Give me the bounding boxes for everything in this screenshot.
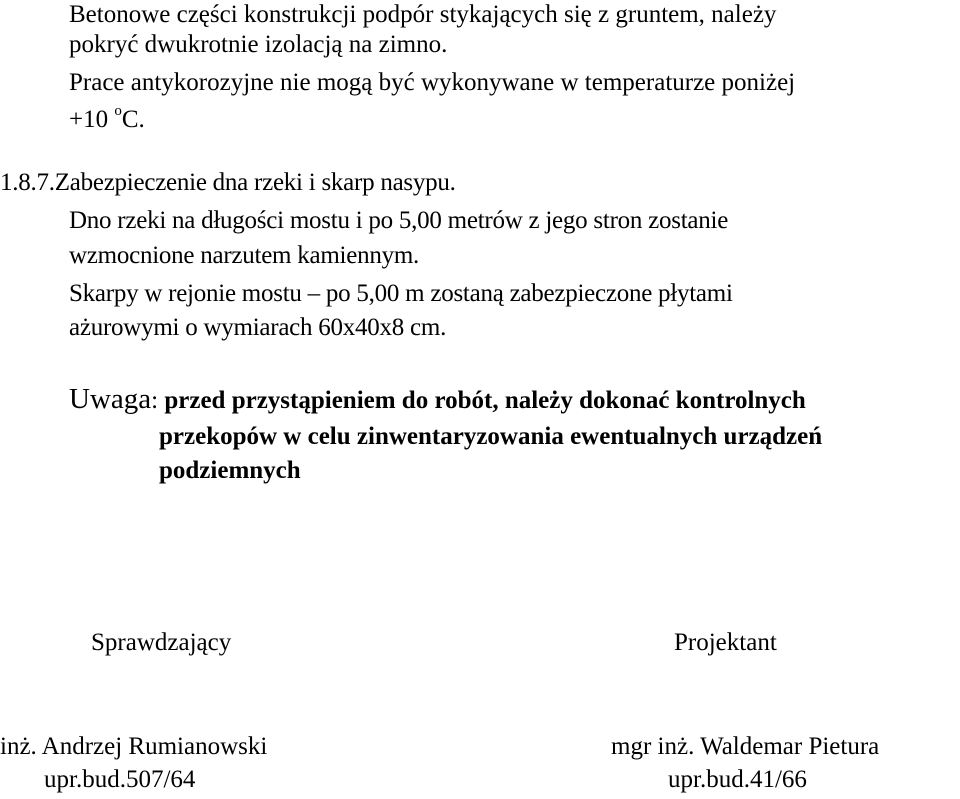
checker-role: Sprawdzający: [91, 629, 232, 656]
section-heading: [0, 167, 456, 199]
checker-name: inż. Andrzej Rumianowski: [0, 733, 268, 760]
para1-line2: pokryć dwukrotnie izolacją na zimno.: [69, 31, 448, 58]
temp-value: +10: [69, 106, 115, 133]
degree-symbol: o: [114, 102, 122, 119]
para2-line1: Prace antykorozyjne nie mogą być wykonywane w temperaturze poniżej: [69, 69, 796, 96]
note-line3: podziemnych: [159, 457, 301, 484]
section-title: Zabezpieczenie dna rzeki i skarp nasypu.: [54, 169, 456, 196]
note-line1: [69, 383, 806, 417]
section-number: 1.8.7.: [0, 169, 55, 196]
designer-name: mgr inż. Waldemar Pietura: [611, 733, 880, 760]
designer-role: Projektant: [674, 629, 777, 656]
section-p2-line1: Skarpy w rejonie mostu – po 5,00 m zostaną zabezpieczone płytami: [69, 280, 733, 307]
checker-license: upr.bud.507/64: [44, 766, 196, 793]
note-text-line1: przed przystąpieniem do robót, należy dokonać kontrolnych: [164, 387, 806, 414]
designer-license: upr.bud.41/66: [668, 766, 807, 793]
para2-temperature: [69, 104, 145, 136]
section-p1-line1: Dno rzeki na długości mostu i po 5,00 metrów z jego stron zostanie: [69, 207, 729, 234]
note-line2: przekopów w celu zinwentaryzowania ewentualnych urządzeń: [159, 423, 823, 450]
temp-unit: C.: [121, 106, 145, 133]
para1-line1: Betonowe części konstrukcji podpór stykających się z gruntem, należy: [69, 1, 777, 28]
section-p2-line2: ażurowymi o wymiarach 60x40x8 cm.: [69, 314, 447, 341]
note-label: Uwaga: [69, 383, 152, 415]
note-colon: :: [151, 387, 165, 414]
section-p1-line2: wzmocnione narzutem kamiennym.: [69, 242, 420, 269]
